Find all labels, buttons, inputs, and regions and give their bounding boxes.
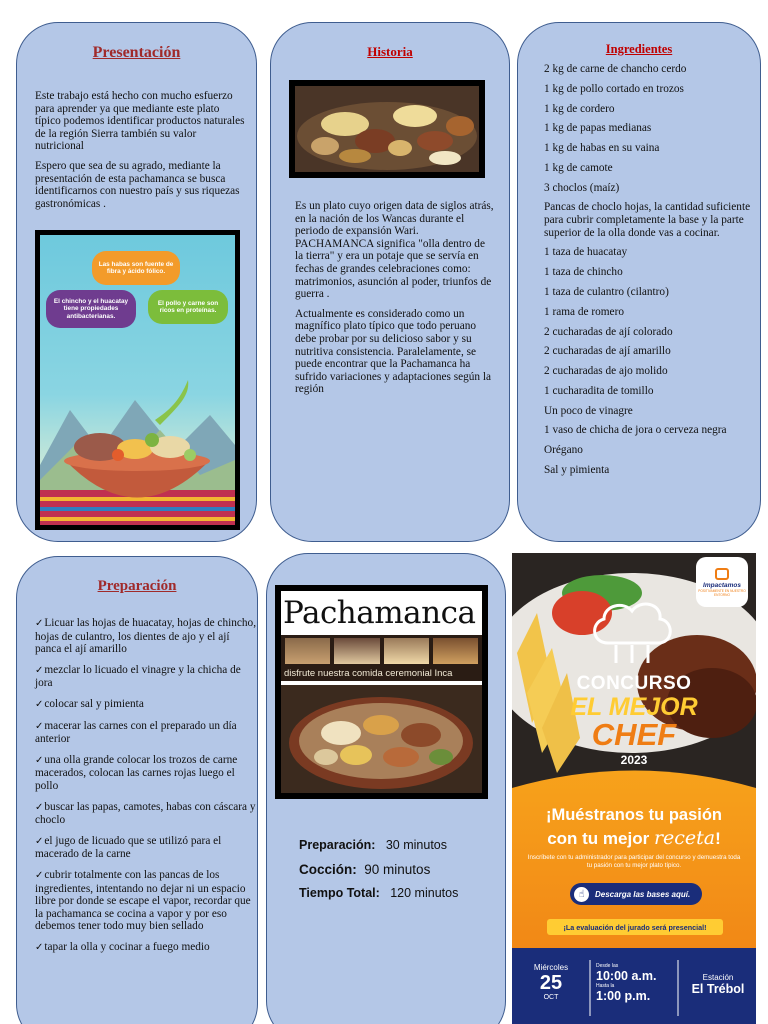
- ingredient-item: 2 cucharadas de ají colorado: [544, 325, 673, 338]
- from-label: Desde las: [596, 963, 619, 969]
- cover-banner-subtitle: disfrute nuestra comida ceremonial Inca: [281, 667, 482, 681]
- time-value: 90 minutos: [364, 862, 431, 877]
- presentacion-paragraph-1: Este trabajo está hecho con mucho esfuerzo para aprender ya que mediante este plato típico podemos identificar productos naturales de la región Sierra también su valor nutricional: [35, 90, 245, 153]
- prep-step: ✓ tapar la olla y cocinar a fuego medio: [35, 941, 257, 955]
- event-date: [512, 963, 590, 1001]
- historia-paragraph-1: Es un plato cuyo origen data de siglos atrás, en la nación de los Wancas durante el periodo de expansión Wari. PACHAMANCA significa "olla dentro de la tierra" y era un potaje que se servía en fechas de grandes celebraciones como: matrimonios, asunción al poder, triunfos de guerra .: [295, 200, 494, 301]
- ingredient-item: 1 taza de culantro (cilantro): [544, 286, 669, 298]
- infographic-scene: [40, 235, 235, 525]
- prep-step: ✓ Licuar las hojas de huacatay, hojas de chincho, hojas de culantro, los dientes de ajo y el ají panca el ají amarillo: [35, 617, 257, 656]
- ingredient-item: 1 kg de papas medianas: [544, 122, 652, 135]
- ingredient-item: Sal y pimienta: [544, 464, 610, 477]
- thumbnail-2: [334, 638, 379, 664]
- food-photo-scene: [295, 86, 479, 172]
- poster-concurso: CONCURSO: [576, 673, 692, 694]
- prep-step: ✓ buscar las papas, camotes, habas con cáscara y choclo: [35, 801, 257, 827]
- evaluation-banner: ¡La evaluación del jurado será presencial!: [547, 919, 723, 935]
- poster-el-mejor: EL MEJOR: [570, 693, 698, 721]
- month: OCT: [543, 994, 559, 1001]
- ingredient-item: 1 cucharadita de tomillo: [544, 384, 654, 397]
- poster-chef: CHEF: [591, 717, 677, 752]
- ingredient-item: 1 taza de huacatay: [544, 246, 628, 259]
- historia-paragraph-2: Actualmente es considerado como un magnífico plato típico que todo peruano debe probar por su delicioso sabor y su nutritiva consistencia. Paralelamente, se puede encontrar que la Pachamanca ha sufrido variaciones y adaptaciones según la región: [295, 307, 492, 396]
- thumbnail-4: [433, 638, 478, 664]
- prep-step: ✓ macerar las carnes con el preparado un día anterior: [35, 720, 257, 746]
- pointer-icon: ☝: [574, 887, 589, 902]
- time-preparacion: [299, 838, 447, 852]
- day-name: Miércoles: [533, 963, 569, 972]
- company-badge: [696, 557, 748, 607]
- time-label: Cocción:: [299, 862, 357, 877]
- ingredient-item: 1 kg de pollo cortado en trozos: [544, 82, 684, 95]
- cover-image-inner: [281, 591, 482, 793]
- presentacion-paragraph-2: Espero que sea de su agrado, mediante la presentación de esta pachamanca se busca identificarnos con nuestro país y sus riquezas gastronómicas .: [35, 159, 240, 210]
- prep-step: ✓ mezclar lo licuado el vinagre y la chicha de jora: [35, 664, 257, 690]
- chef-contest-poster: [512, 553, 756, 1024]
- pachamanca-pot-illustration: [281, 685, 482, 793]
- prep-step: ✓ el jugo de licuado que se utilizó para el macerado de la carne: [35, 835, 257, 861]
- pachamanca-cover-image: [275, 585, 488, 799]
- thumbnail-3: [384, 638, 429, 664]
- ingredient-item: 1 kg de cordero: [544, 102, 615, 115]
- download-button-label: Descarga las bases aquí.: [595, 889, 691, 899]
- time-total: [299, 886, 458, 900]
- panel-ingredientes: [517, 22, 761, 542]
- event-time: [596, 963, 676, 1003]
- ingredient-item: 3 choclos (maíz): [544, 181, 620, 194]
- headline-script: receta: [653, 827, 716, 849]
- panel-preparacion: [16, 556, 258, 1024]
- poster-headline-2: [512, 827, 756, 849]
- ingredient-item: 2 cucharadas de ají amarillo: [544, 345, 671, 358]
- prep-step: ✓ colocar sal y pimienta: [35, 698, 257, 712]
- thumbnail-1: [285, 638, 330, 664]
- prep-step: ✓ cubrir totalmente con las pancas de los ingredientes, intentando no dejar ni un espacio libre por donde se escape el vapor, recordar que la pachamanca se cocina a vapor y por eso debemos tener todo muy bien sellado: [35, 869, 257, 933]
- badge-line1: Impactamos: [703, 581, 741, 589]
- ingredient-item: 1 vaso de chicha de jora o cerveza negra: [544, 424, 727, 437]
- day-number: 25: [539, 972, 563, 994]
- badge-logo-icon: [715, 568, 729, 580]
- time-label: Preparación:: [299, 838, 376, 852]
- panel-presentacion: [16, 22, 257, 542]
- badge-line2: POSITIVAMENTE EN NUESTRO ENTORNO: [698, 588, 746, 597]
- nutrition-infographic: [35, 230, 240, 530]
- poster-headline-1: ¡Muéstranos tu pasión: [545, 806, 722, 824]
- bubble-pollo: El pollo y carne son ricos en proteínas.: [148, 290, 228, 324]
- time-coccion: [299, 862, 430, 877]
- historia-title: Historia: [367, 44, 413, 59]
- station-label: Estación: [702, 973, 734, 982]
- cover-thumbnail-strip: [281, 635, 482, 667]
- ingredient-item: Orégano: [544, 444, 583, 457]
- bubble-chincho: El chincho y el huacatay tiene propiedades antibacterianas.: [46, 290, 136, 328]
- preparacion-title: Preparación: [97, 578, 177, 594]
- ingredient-item: Un poco de vinagre: [544, 404, 633, 417]
- ingredientes-title: Ingredientes: [605, 42, 673, 56]
- ingredient-item: 2 kg de carne de chancho cerdo: [544, 63, 687, 75]
- download-bases-button[interactable]: [570, 883, 702, 905]
- bubble-habas: Las habas son fuente de fibra y ácido fólico.: [92, 251, 180, 285]
- to-time: 1:00 p.m.: [596, 989, 651, 1003]
- ingredient-item: 1 kg de camote: [544, 161, 613, 174]
- ingredient-item: 1 kg de habas en su vaina: [544, 142, 660, 155]
- to-label: Hasta la: [596, 983, 615, 989]
- event-location: [680, 973, 756, 996]
- headline-end: !: [715, 829, 721, 848]
- poster-background: [512, 553, 756, 1024]
- pachamanca-food-illustration: [295, 86, 479, 172]
- cover-food-photo: [281, 685, 482, 793]
- from-time: 10:00 a.m.: [596, 969, 657, 983]
- presentacion-title: Presentación: [92, 44, 181, 61]
- time-value: 30 minutos: [385, 838, 447, 852]
- headline-part: con tu mejor: [547, 829, 650, 848]
- preparacion-steps: [35, 617, 257, 962]
- historia-text: [295, 200, 495, 403]
- ingredientes-list: [544, 63, 754, 484]
- panel-historia: [270, 22, 510, 542]
- station-name: El Trébol: [691, 982, 745, 996]
- ingredient-item: 2 cucharadas de ajo molido: [544, 365, 668, 378]
- time-value: 120 minutos: [390, 886, 459, 900]
- poster-subtext: Inscríbete con tu administrador para participar del concurso y demuestra toda tu pasión con tu mejor plato típico.: [527, 854, 741, 869]
- panel-cover: [266, 553, 506, 1024]
- ingredient-item: 1 taza de chincho: [544, 266, 623, 279]
- historia-food-photo: [289, 80, 485, 178]
- poster-year: 2023: [620, 753, 648, 767]
- time-label: Tiempo Total:: [299, 886, 380, 900]
- presentacion-text: [35, 90, 245, 217]
- ingredient-item: 1 rama de romero: [544, 305, 624, 318]
- cover-banner-title: Pachamanca: [283, 595, 476, 631]
- prep-step: ✓ una olla grande colocar los trozos de carne macerados, colocan las carnes rojas luego el pollo: [35, 754, 257, 793]
- ingredient-item: Pancas de choclo hojas, la cantidad suficiente para cubrir completamente la base y la parte superior de la olla donde vas a cocinar.: [544, 201, 751, 239]
